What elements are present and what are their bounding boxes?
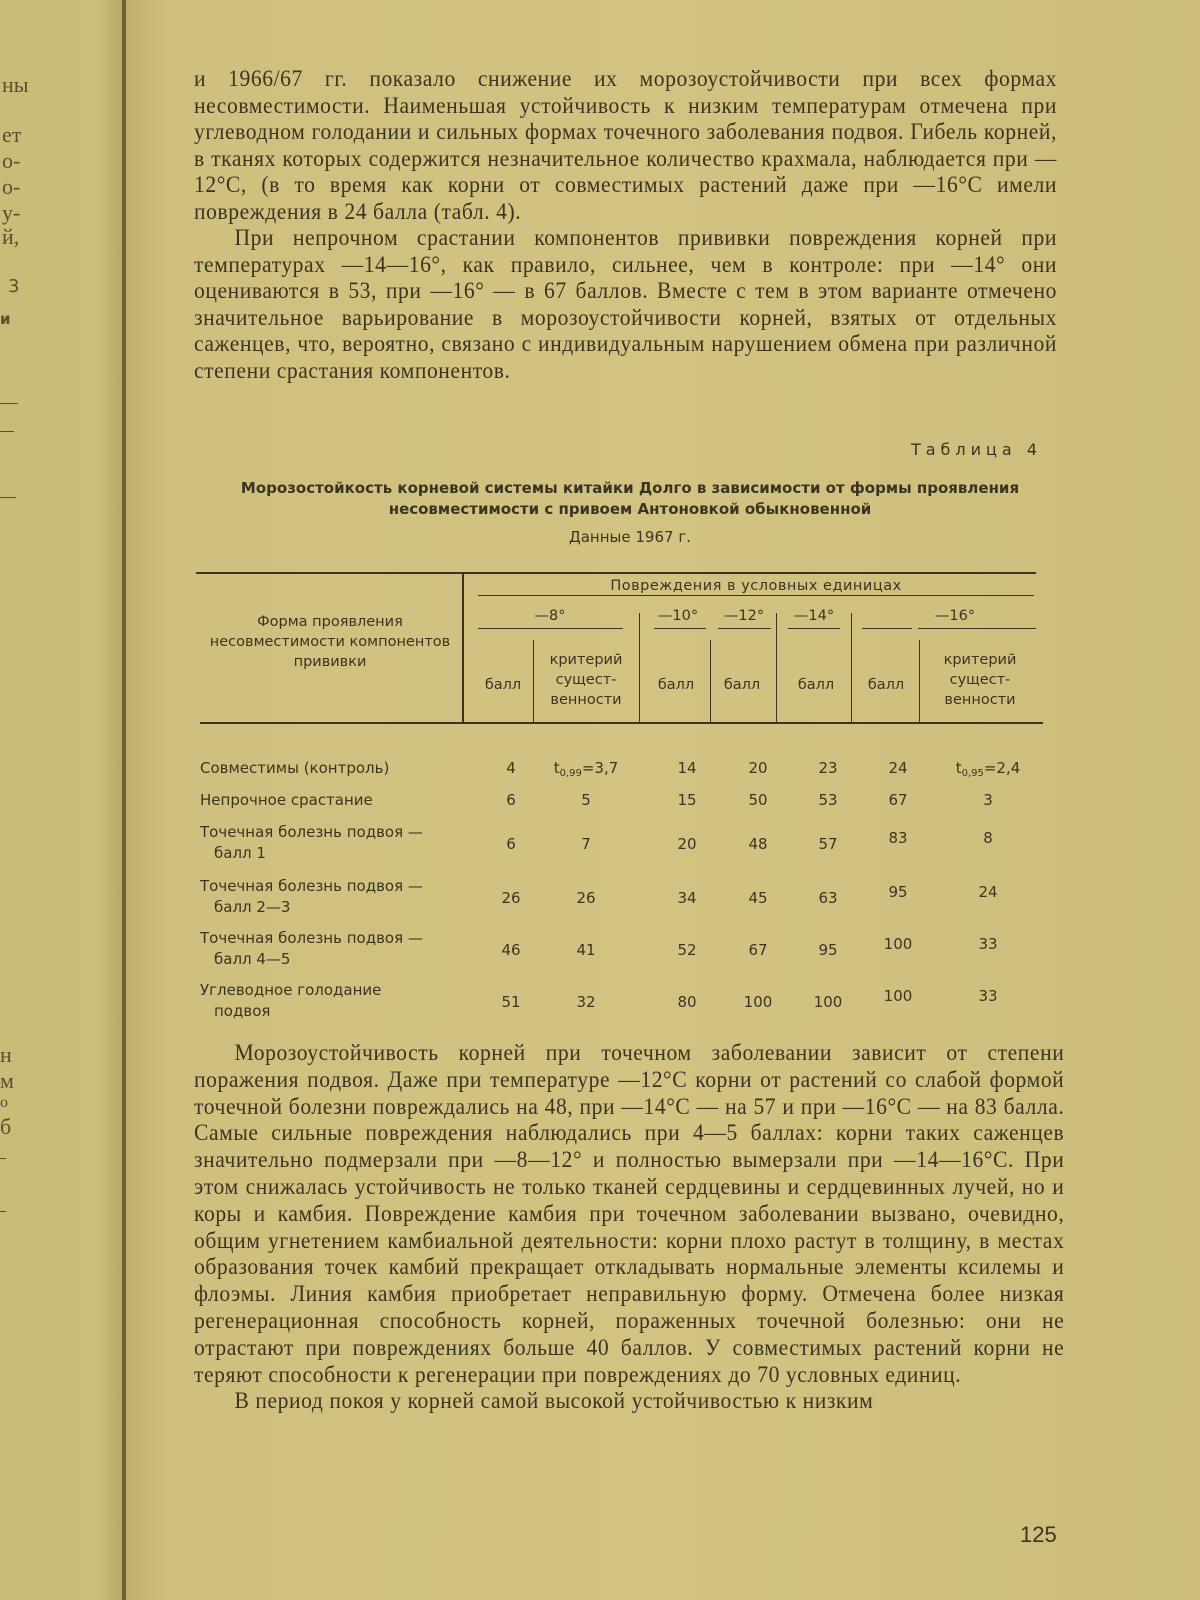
table-cell: 95 (818, 941, 838, 959)
left-page-rule (0, 497, 16, 498)
left-page-fragment: ет (2, 122, 22, 147)
left-page-fragment: б (0, 1114, 12, 1139)
table-cell: 52 (677, 941, 697, 959)
row-label-line: Непрочное срастание (200, 791, 373, 809)
table-cell: 67 (888, 791, 908, 809)
table-cell (531, 758, 641, 784)
table-cell: 100 (883, 935, 913, 953)
col-header-ball: балл (867, 677, 905, 693)
t-value: =3,7 (581, 759, 619, 777)
left-page-rule (0, 1211, 6, 1212)
table-title: Морозостойкость корневой системы китайки Долго в зависимости от формы проявления несовместимости с привоем Антоновкой обыкновенной (240, 479, 1020, 518)
temp-rule-16b (918, 628, 1036, 629)
row-label-header: Форма проявления несовместимости компонентов прививки (209, 614, 451, 670)
table-number: Таблица 4 (910, 440, 1042, 459)
table-cell: 67 (748, 941, 768, 959)
table-column-divider (533, 640, 534, 722)
criterion-line: венности (944, 692, 1016, 708)
body-text-top (194, 66, 1057, 384)
criterion-line: критерий (549, 652, 623, 668)
table-column-divider (639, 613, 640, 722)
col-header-ball: балл (723, 677, 761, 693)
left-page-fragment: о (0, 1094, 8, 1111)
table-cell: 57 (818, 835, 838, 853)
row-label-line: Точечная болезнь подвоя — (200, 823, 423, 841)
left-page-fragment: н (0, 1042, 12, 1067)
t-value: =2,4 (983, 759, 1021, 777)
table-cell: 26 (576, 889, 596, 907)
table-cell: 6 (506, 835, 516, 853)
col-header-criterion (924, 650, 1036, 710)
table-cell: 6 (506, 791, 516, 809)
left-page-fragment: й, (2, 224, 20, 249)
table-cell: 20 (677, 835, 697, 853)
table-cell: 83 (888, 829, 908, 847)
table-column-divider (851, 613, 852, 722)
table-cell: 33 (978, 935, 998, 953)
body-text-bottom (194, 1040, 1064, 1415)
table-cell: 26 (501, 889, 521, 907)
page-number: 125 (1020, 1522, 1057, 1547)
table-column-divider (710, 640, 711, 722)
paragraph: и 1966/67 гг. показало снижение их морозоустойчивости при всех формах несовместимости. Наименьшая устойчивость к низким температурам отмечена при углеводном голодании и сильных формах точечного заболевания подвоя. Гибель корней, в тканях которых содержится незначительное количество крахмала, наблюдается при —12°С, (в то время как корни от совместимых растений даже при —16°С имели повреждения в 24 балла (табл. 4). (194, 66, 1057, 225)
row-label (200, 928, 490, 970)
row-label-line: Точечная болезнь подвоя — (200, 877, 423, 895)
table-cell: 53 (818, 791, 838, 809)
paragraph: Морозоустойчивость корней при точечном заболевании зависит от степени поражения подвоя. Даже при температуре —12°С корни от растений со слабой формой точечной болезни повреждались на 48, при —14°С — на 57 и при —16°С — на 83 балла. Самые сильные повреждения наблюдались при 4—5 баллах: корни таких саженцев значительно подмерзали при —8—12° и полностью вымерзали при —14—16°С. При этом снижалась устойчивость не только тканей сердцевины и сердцевинных лучей, но и коры и камбия. Повреждение камбия при точечном заболевании вызвано, очевидно, общим угнетением камбиальной деятельности: корни плохо растут в толщину, в местах образования точек камбий прекращает откладывать нормальные элементы ксилемы и флоэмы. Линия камбия приобретает неправильную форму. Отмечена более низкая регенерационная способность корней, пораженных точечной болезнью: они не отрастают при повреждениях больше 40 баллов. У совместимых растений корни не теряют способности к регенерации при повреждениях до 70 условных единиц. (194, 1040, 1065, 1388)
table-column-divider (919, 640, 920, 722)
criterion-line: сущест- (555, 672, 617, 688)
table-top-rule (196, 572, 1036, 574)
temp-header-16: —16° (934, 608, 976, 624)
table-cell: 51 (501, 993, 521, 1011)
table-cell: 3 (983, 791, 993, 809)
col-header-ball: балл (484, 677, 522, 693)
table-cell: 50 (748, 791, 768, 809)
row-label (200, 876, 490, 918)
table-cell: 23 (818, 759, 838, 777)
left-page-fragment: о- (2, 174, 21, 199)
temp-rule-8 (478, 628, 623, 629)
table-cell: 24 (978, 883, 998, 901)
left-page-fragment: ны (2, 72, 29, 97)
row-label-line: балл 4—5 (214, 950, 291, 968)
col-header-ball: балл (657, 677, 695, 693)
temp-header-14: —14° (793, 608, 835, 624)
table-cell: 100 (883, 987, 913, 1005)
criterion-line: сущест- (949, 672, 1011, 688)
table-cell (933, 758, 1043, 784)
table-cell: 46 (501, 941, 521, 959)
table-cell: 20 (748, 759, 768, 777)
table-cell: 5 (581, 791, 591, 809)
row-label-line: Точечная болезнь подвоя — (200, 929, 423, 947)
row-label (200, 758, 490, 779)
table-cell: 4 (506, 759, 516, 777)
table-cell: 100 (813, 993, 843, 1011)
table-cell: 24 (888, 759, 908, 777)
temp-rule-12 (718, 628, 771, 629)
table-cell: 33 (978, 987, 998, 1005)
row-label (200, 980, 490, 1022)
table-column-divider (462, 572, 464, 722)
table-header-bottom-rule (200, 722, 1043, 724)
table-cell: 45 (748, 889, 768, 907)
table-cell: 15 (677, 791, 697, 809)
table-cell: 80 (677, 993, 697, 1011)
table-cell: 41 (576, 941, 596, 959)
group-header: Повреждения в условных единицах (610, 578, 902, 594)
previous-page-edge (0, 0, 122, 1600)
row-label-line: Углеводное голодание (200, 981, 382, 999)
row-label (200, 822, 490, 864)
paragraph-continuation: В период покоя у корней самой высокой устойчивостью к низким (234, 1388, 874, 1415)
table-cell: 63 (818, 889, 838, 907)
table-cell: 100 (743, 993, 773, 1011)
col-header-ball: балл (797, 677, 835, 693)
left-page-rule (0, 403, 18, 404)
temp-rule-16a (862, 628, 912, 629)
left-page-fragment: 3 (8, 276, 20, 297)
table-column-divider (776, 613, 777, 722)
table-cell: 32 (576, 993, 596, 1011)
left-page-rule (0, 1158, 6, 1159)
t-subscript: 0,95 (961, 768, 984, 779)
t-subscript: 0,99 (559, 768, 582, 779)
criterion-line: венности (550, 692, 622, 708)
t-symbol: t (553, 759, 560, 777)
table-cell: 14 (677, 759, 697, 777)
table-cell: 34 (677, 889, 697, 907)
temp-rule-10 (654, 628, 706, 629)
col-header-criterion (536, 650, 636, 710)
left-page-rule (0, 431, 14, 432)
temp-header-12: —12° (723, 608, 765, 624)
table-subtitle: Данные 1967 г. (569, 528, 691, 546)
left-page-fragment: у- (2, 200, 21, 225)
t-symbol: t (955, 759, 962, 777)
row-label (200, 790, 490, 811)
table-cell: 7 (581, 835, 591, 853)
table-cell: 48 (748, 835, 768, 853)
table-cell: 95 (888, 883, 908, 901)
left-page-fragment: и (0, 310, 11, 328)
row-label-line: Совместимы (контроль) (200, 759, 390, 777)
temp-rule-14 (788, 628, 840, 629)
paragraph: При непрочном срастании компонентов прививки повреждения корней при температурах —14—16°, как правило, сильнее, чем в контроле: при —14° они оцениваются в 53, при —16° — в 67 баллов. Вместе с тем в этом варианте отмечено значительное варьирование в морозоустойчивости корней, взятых от отдельных саженцев, что, вероятно, связано с индивидуальным нарушением обмена при различной степени срастания компонентов. (194, 225, 1057, 384)
temp-header-8: —8° (534, 608, 566, 624)
row-label-line: подвоя (214, 1002, 271, 1020)
row-label-line: балл 1 (214, 844, 266, 862)
temp-header-10: —10° (657, 608, 699, 624)
left-page-fragment: о- (2, 148, 21, 173)
criterion-line: критерий (943, 652, 1017, 668)
left-page-fragment: м (0, 1068, 14, 1093)
table-cell: 8 (983, 829, 993, 847)
row-label-line: балл 2—3 (214, 898, 291, 916)
